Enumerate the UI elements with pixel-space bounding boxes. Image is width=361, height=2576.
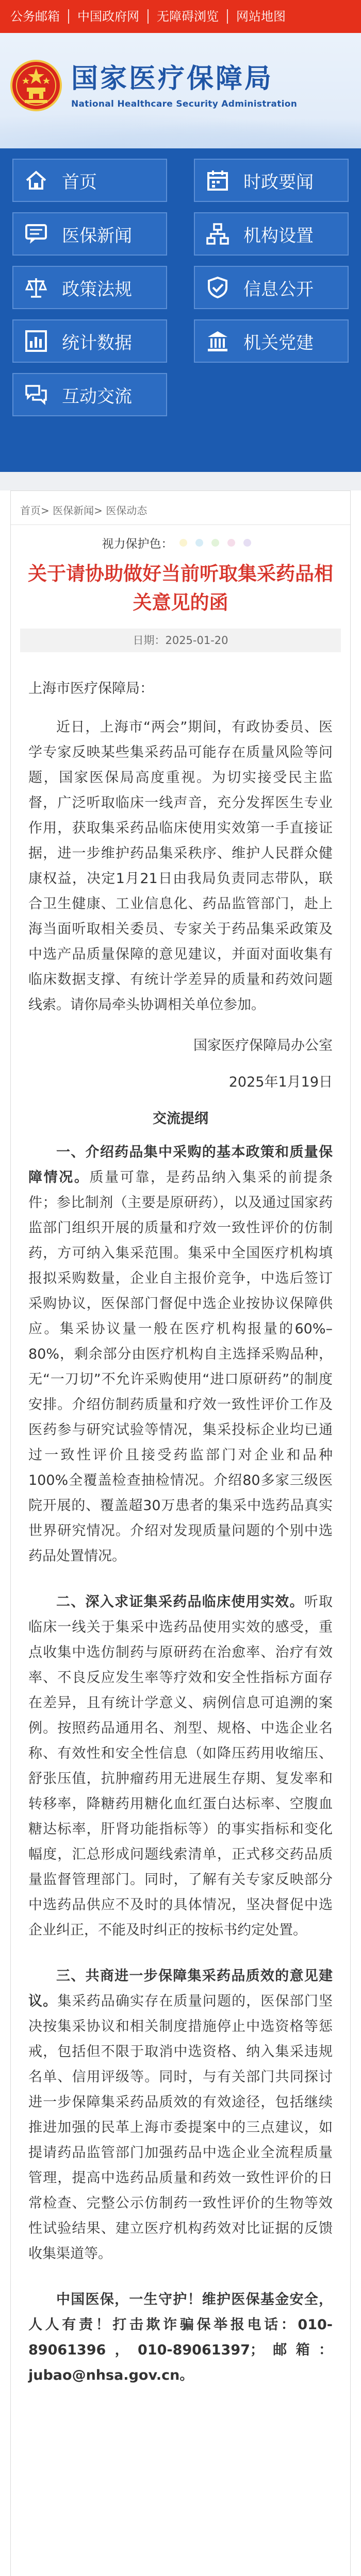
- breadcrumb-separator: >: [94, 504, 103, 517]
- calendar-icon: [206, 169, 229, 192]
- breadcrumb-current[interactable]: 医保动态: [106, 504, 147, 517]
- top-link-bar: [0, 0, 361, 33]
- shield-check-icon: [206, 276, 229, 299]
- main-nav: [0, 148, 361, 472]
- nav-item-label: 机关党建: [243, 332, 314, 353]
- breadcrumb: [11, 491, 350, 525]
- point-heading: 一、介绍药品集中采购的基本政策和质量保障情况。: [28, 1144, 333, 1185]
- nav-item-label: 统计数据: [62, 332, 132, 353]
- nav-item-label: 互动交流: [62, 386, 132, 407]
- top-link-sitemap[interactable]: 网站地图: [236, 9, 286, 24]
- site-title-cn[interactable]: 国家医疗保障局: [71, 63, 274, 94]
- speech-bubbles-icon: [25, 383, 47, 406]
- site-header: [0, 33, 361, 148]
- outline-point: [28, 1589, 333, 1943]
- nav-item-label: 信息公开: [243, 279, 314, 300]
- breadcrumb-news[interactable]: 医保新闻: [53, 504, 94, 517]
- view-protect-colors: [11, 525, 350, 556]
- top-link-mail[interactable]: 公务邮箱: [10, 9, 69, 24]
- nav-item-home[interactable]: [12, 159, 167, 202]
- nav-item-news-politics[interactable]: [194, 159, 349, 202]
- site-title-en: National Healthcare Security Administration: [71, 99, 298, 109]
- article-body: [11, 652, 350, 2388]
- signature-date: 2025年1月19日: [228, 1074, 333, 1090]
- date-value: 2025-01-20: [165, 634, 228, 647]
- header-wave-decoration: [0, 112, 361, 148]
- national-emblem-icon[interactable]: [10, 60, 62, 111]
- point-text: 质量可靠，是药品纳入集采的前提条件；参比制剂（主要是原研药），以及通过国家药监部门组织开展的质量和疗效一致性评价的仿制药，方可纳入集采范围。集采中全国医疗机构填报拟采购数量，企业自主报价竞争，中选后签订采购协议，医保部门督促中选企业按协议保障供应。集采协议量一般在医疗机构报量的60%–80%，剩余部分由医疗机构自主选择采购品种，无“一刀切”不允许采购使用“进口原研药”的制度安排。介绍仿制药质量和疗效一致性评价工作及医药参与研究试验等情况，集采投标企业均已通过一致性评价且接受药监部门对企业和品种100%全覆盖检查抽检情况。介绍80多家三级医院开展的、覆盖超30万患者的集采中选药品真实世界研究情况。介绍对发现质量问题的个别中选药品处置情况。: [28, 1170, 333, 1564]
- nav-item-policy[interactable]: [12, 266, 167, 309]
- date-label: 日期：: [133, 634, 166, 647]
- article-title: 关于请协助做好当前听取集采药品相关意见的函: [28, 563, 333, 614]
- breadcrumb-home[interactable]: 首页: [20, 504, 41, 517]
- organization-icon: [206, 223, 229, 245]
- report-contact: 中国医保，一生守护！维护医保基金安全，人人有责！打击欺诈骗保举报电话：010-89061396，010-89061397；邮箱：jubao@nhsa.gov.cn。: [28, 2292, 333, 2383]
- view-protect-label: 视力保护色：: [102, 537, 173, 551]
- chat-icon: [25, 223, 47, 245]
- building-icon: [206, 330, 229, 352]
- nav-item-label: 政策法规: [62, 279, 132, 300]
- outline-point: [28, 1963, 333, 2266]
- nav-item-organization[interactable]: [194, 212, 349, 256]
- color-swatch-purple[interactable]: [243, 539, 251, 547]
- article-card: [10, 490, 351, 2576]
- intro-paragraph: 近日，上海市“两会”期间，有政协委员、医学专家反映某些集采药品可能存在质量风险等问题，国家医保局高度重视。为切实接受民主监督，广泛听取临床一线声音，充分发挥医生专业作用，获取集采药品临床使用实效第一手直接证据，进一步维护药品集采秩序、维护人民群众健康权益，决定1月21日由我局负责同志带队，联合卫生健康、工业信息化、药品监管部门，赴上海当面听取相关委员、专家关于药品集采政策及中选产品质量保障的意见建议，并面对面收集有临床数据支撑、有统计学差异的质量和药效问题线索。请你局牵头协调相关单位参加。: [28, 719, 333, 1013]
- outline-title: 交流提纲: [153, 1111, 208, 1127]
- nav-item-statistics[interactable]: [12, 319, 167, 363]
- section-gap: [0, 472, 361, 490]
- color-swatch-green[interactable]: [211, 539, 219, 547]
- salutation: 上海市医疗保障局：: [28, 681, 154, 697]
- nav-item-label: 首页: [62, 172, 97, 193]
- nav-item-label: 时政要闻: [243, 172, 314, 193]
- point-text: 集采药品确实存在质量问题的，医保部门坚决按集采协议和相关制度措施停止中选资格等惩戒，包括但不限于取消中选资格、纳入集采违规名单、信用评级等。同时，与有关部门共同探讨进一步保障集采药品质效的有效途径，包括继续推进加强的民革上海市委提案中的三点建议，如提请药品监管部门加强药品中选企业全流程质量管理，提高中选药品质量和药效一致性评价的日常检查、完整公示仿制药一致性评价的生物等效性试验结果、建立医疗机构药效对比证据的反馈收集渠道等。: [28, 1993, 333, 2262]
- scales-icon: [25, 276, 47, 299]
- point-heading: 三、共商进一步保障集采药品质效的意见建议。: [28, 1968, 333, 2009]
- top-link-accessibility[interactable]: 无障碍浏览: [149, 9, 228, 24]
- top-link-gov[interactable]: 中国政府网: [69, 9, 149, 24]
- home-icon: [25, 169, 47, 192]
- site-brand: [71, 60, 297, 109]
- nav-item-medical-news[interactable]: [12, 212, 167, 256]
- bar-chart-icon: [25, 330, 47, 352]
- point-text: 听取临床一线关于集采中选药品使用实效的感受，重点收集中选仿制药与原研药在治愈率、治疗有效率、不良反应发生率等疗效和安全性指标方面存在差异，且有统计学意义、病例信息可追溯的案例。按照药品通用名、剂型、规格、中选企业名称、有效性和安全性信息（如降压药用收缩压、舒张压值，抗肿瘤药用无进展生存期、复发率和转移率，降糖药用糖化血红蛋白达标率、空腹血糖达标率，肝肾功能指标等）的事实指标和变化幅度，汇总形成问题线索清单，正式移交药品质量监督管理部门。同时，了解有关专家反映部分中选药品供应不及时的具体情况，坚决督促中选企业纠正，不能及时纠正的按标书约定处置。: [28, 1594, 333, 1938]
- nav-item-party-building[interactable]: [194, 319, 349, 363]
- breadcrumb-separator: >: [41, 504, 50, 517]
- article-date: [20, 629, 341, 652]
- color-swatch-blue[interactable]: [195, 539, 203, 547]
- point-heading: 二、深入求证集采药品临床使用实效。: [56, 1594, 304, 1610]
- nav-item-label: 机构设置: [243, 225, 314, 246]
- nav-item-interaction[interactable]: [12, 373, 167, 416]
- color-swatch-pink[interactable]: [227, 539, 235, 547]
- color-swatch-yellow[interactable]: [179, 539, 187, 547]
- outline-point: [28, 1140, 333, 1569]
- nav-item-label: 医保新闻: [62, 225, 132, 246]
- signature-org: 国家医疗保障局办公室: [193, 1038, 333, 1054]
- nav-item-info-disclosure[interactable]: [194, 266, 349, 309]
